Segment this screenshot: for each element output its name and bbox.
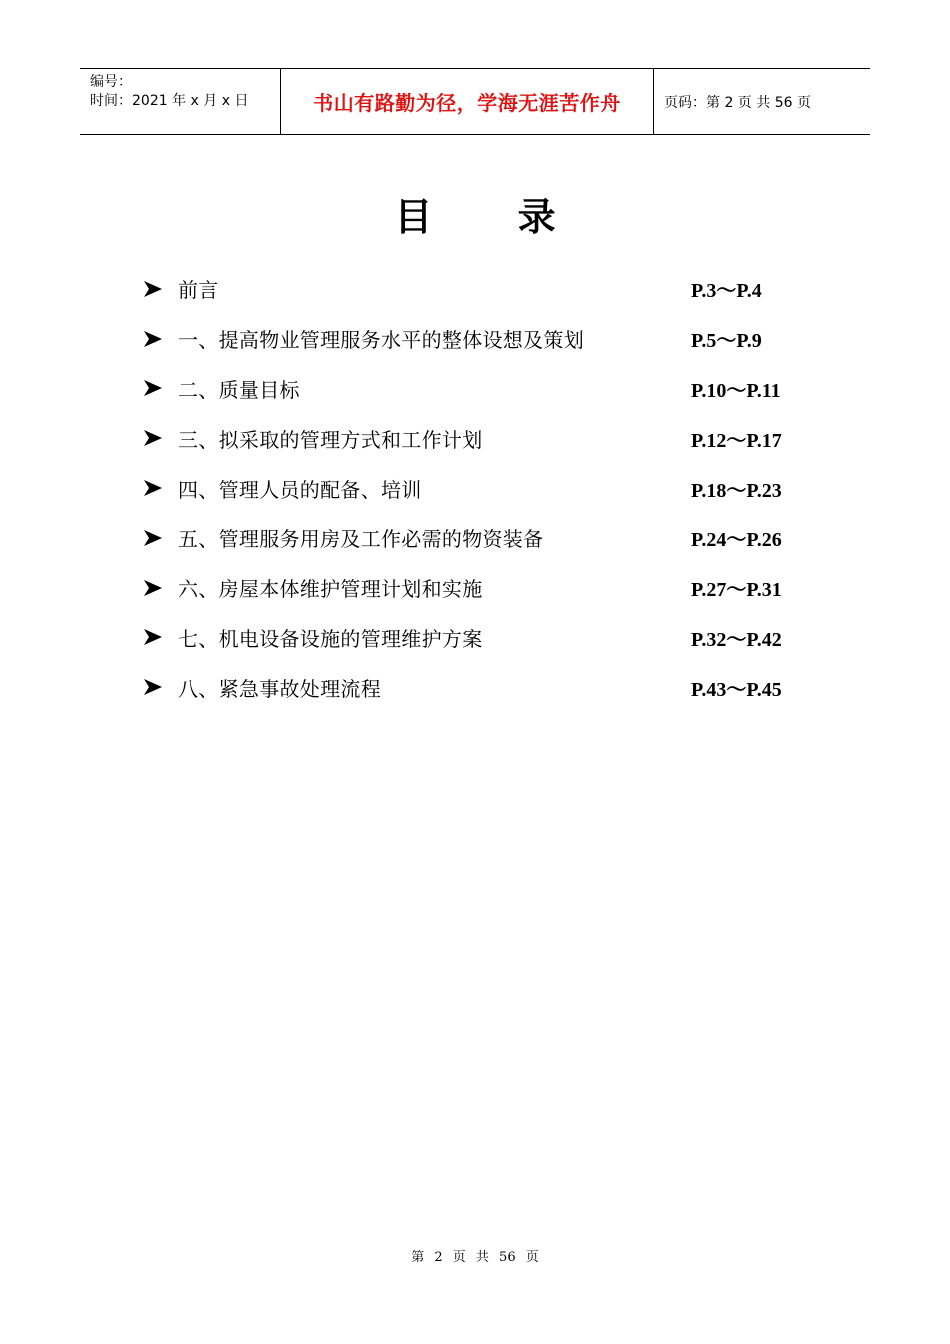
arrow-bullet-icon [142,478,164,498]
toc-item-pages: P.27～P.31 [691,579,782,602]
arrow-bullet-icon [142,677,164,697]
toc-item-pages: P.10～P.11 [691,379,781,402]
arrow-bullet-icon [142,378,164,398]
toc-item-label: 八、紧急事故处理流程 [178,676,381,701]
page-header [80,68,870,135]
header-page-info: 页码：第 2 页 共 56 页 [664,94,811,111]
table-of-contents [142,264,822,712]
toc-item[interactable] [142,563,822,613]
arrow-bullet-icon [142,428,164,448]
arrow-bullet-icon [142,627,164,647]
toc-item-label: 五、管理服务用房及工作必需的物资装备 [178,527,544,552]
toc-item-label: 前言 [178,278,219,303]
arrow-bullet-icon [142,578,164,598]
page-footer: 第 2 页 共 56 页 [411,1250,539,1265]
toc-item-pages: P.24～P.26 [691,529,782,552]
toc-item-pages: P.5～P.9 [691,330,762,353]
toc-item-pages: P.43～P.45 [691,678,782,701]
toc-item-pages: P.32～P.42 [691,628,782,651]
toc-item-pages: P.18～P.23 [691,479,782,502]
toc-item[interactable] [142,264,822,314]
arrow-bullet-icon [142,528,164,548]
toc-item[interactable] [142,613,822,663]
arrow-bullet-icon [142,329,164,349]
toc-item-label: 二、质量目标 [178,377,300,402]
number-label: 编号： [90,74,132,90]
header-meta [80,69,281,134]
toc-item-label: 三、拟采取的管理方式和工作计划 [178,427,483,452]
arrow-bullet-icon [142,279,164,299]
header-motto: 书山有路勤为径，学海无涯苦作舟 [281,69,654,134]
toc-item-label: 六、房屋本体维护管理计划和实施 [178,577,483,602]
toc-item[interactable] [142,314,822,364]
toc-item-pages: P.3～P.4 [691,280,762,303]
toc-item-pages: P.12～P.17 [691,429,782,452]
time-label: 时间：2021 年 x 月 x 日 [90,93,249,109]
toc-item-label: 一、提高物业管理服务水平的整体设想及策划 [178,328,584,353]
toc-item[interactable] [142,463,822,513]
toc-item[interactable] [142,513,822,563]
page-title: 目 录 [394,195,592,239]
toc-item-label: 七、机电设备设施的管理维护方案 [178,626,483,651]
toc-item[interactable] [142,413,822,463]
toc-item[interactable] [142,662,822,712]
toc-item-label: 四、管理人员的配备、培训 [178,477,422,502]
toc-item[interactable] [142,364,822,414]
